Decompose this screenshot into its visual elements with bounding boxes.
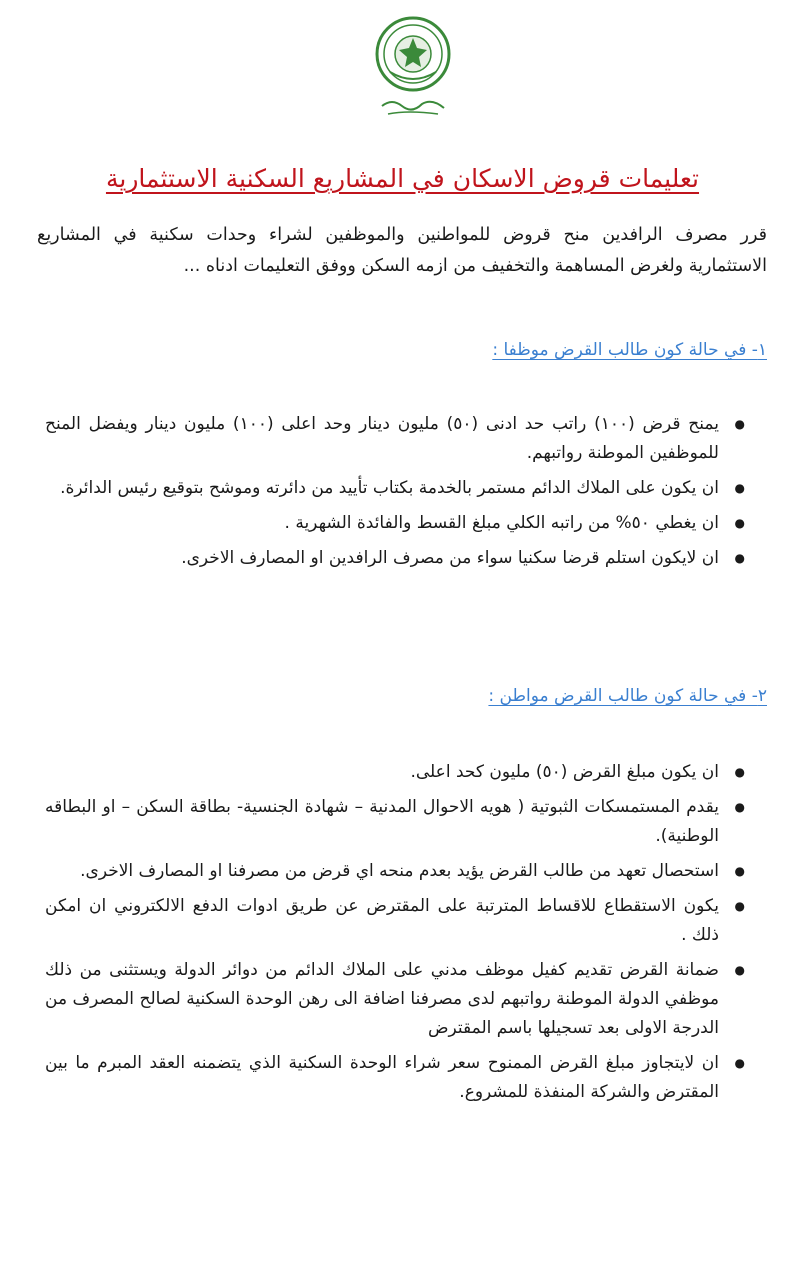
list-item: ● يقدم المستمسكات الثبوتية ( هويه الاحوال المدنية – شهادة الجنسية- بطاقة السكن – او البطاقه الوطنية). bbox=[45, 793, 745, 851]
list-item: ● يمنح قرض (١٠٠) راتب حد ادنى (٥٠) مليون دينار وحد اعلى (١٠٠) مليون دينار ويفضل المنح للموظفين الموطنة رواتبهم. bbox=[45, 410, 745, 468]
list-item: ● ان يكون مبلغ القرض (٥٠) مليون كحد اعلى. bbox=[45, 758, 745, 787]
list-item: ● ان يغطي ٥٠% من راتبه الكلي مبلغ القسط والفائدة الشهرية . bbox=[45, 509, 745, 538]
list-item: ● يكون الاستقطاع للاقساط المترتبة على المقترض عن طريق ادوات الدفع الالكتروني ان امكن ذلك . bbox=[45, 892, 745, 950]
page-title: تعليمات قروض الاسكان في المشاريع السكنية الاستثمارية bbox=[105, 164, 700, 193]
list-item: ● ضمانة القرض تقديم كفيل موظف مدني على الملاك الدائم من دوائر الدولة ويستثنى من ذلك موظفي الدولة الموطنة رواتبهم لدى مصرفنا اضافة الى رهن الوحدة السكنية لصالح المصرف من الدرجة الاولى بعد تسجيلها باسم المقترض bbox=[45, 956, 745, 1043]
list-item: ● ان لايتجاوز مبلغ القرض الممنوح سعر شراء الوحدة السكنية الذي يتضمنه العقد المبرم ما بين المقترض والشركة المنفذة للمشروع. bbox=[45, 1049, 745, 1107]
list-item: ● ان لايكون استلم قرضا سكنيا سواء من مصرف الرافدين او المصارف الاخرى. bbox=[45, 544, 745, 573]
rafidain-bank-logo bbox=[368, 14, 458, 124]
list-item: ● ان يكون على الملاك الدائم مستمر بالخدمة بكتاب تأييد من دائرته وموشح بتوقيع رئيس الدائرة. bbox=[45, 474, 745, 503]
citizen-conditions-list bbox=[45, 758, 745, 1113]
intro-paragraph: قرر مصرف الرافدين منح قروض للمواطنين والموظفين لشراء وحدات سكنية في المشاريع الاستثمارية ولغرض المساهمة والتخفيف من ازمه السكن ووفق التعليمات ادناه ... bbox=[37, 225, 767, 276]
list-item: ● استحصال تعهد من طالب القرض يؤيد بعدم منحه اي قرض من مصرفنا او المصارف الاخرى. bbox=[45, 857, 745, 886]
employee-conditions-list bbox=[45, 410, 745, 579]
section-heading-employee: ١- في حالة كون طالب القرض موظفا : bbox=[492, 340, 767, 360]
section-heading-citizen: ٢- في حالة كون طالب القرض مواطن : bbox=[488, 686, 767, 706]
